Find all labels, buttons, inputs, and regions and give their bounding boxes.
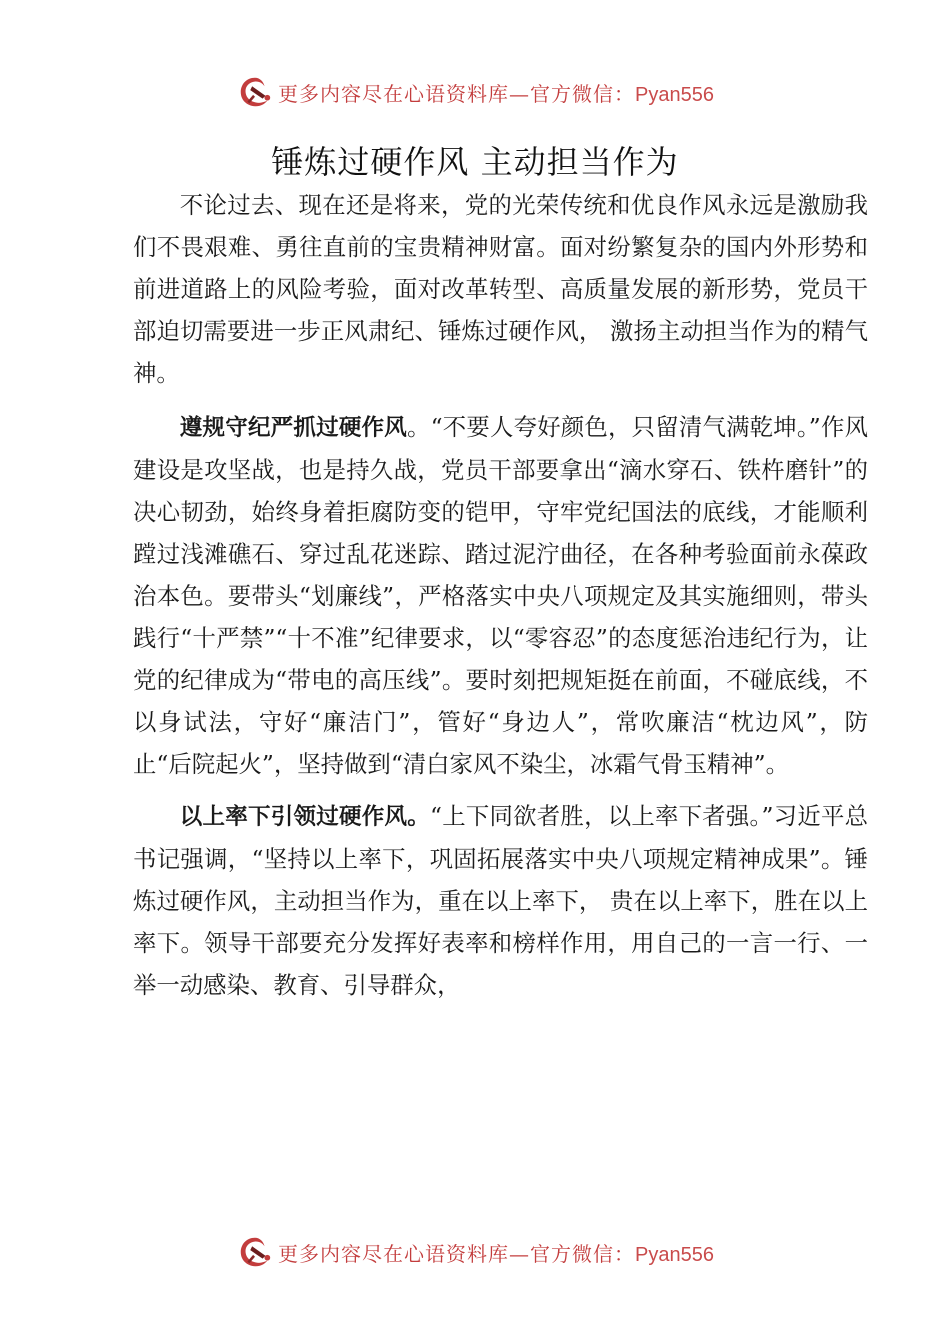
header-banner-label: 更多内容尽在心语资料库—官方微信： <box>278 81 636 106</box>
paragraph-intro-text: 不论过去、现在还是将来，党的光荣传统和优良作风永远是激励我们不畏艰难、勇往直前的宝贵精神财富。面对纷繁复杂的国内外形势和前进道路上的风险考验，面对改革转型、高质量发展的新形势，党员干部迫切需要进一步正风肃纪、锤炼过硬作风， 激扬主动担当作为的精气神。 <box>133 191 868 387</box>
article-title: 锤炼过硬作风 主动担当作为 <box>271 143 679 181</box>
brand-logo-icon <box>236 1233 274 1271</box>
paragraph-leadership-lead: 以上率下引领过硬作风。 <box>179 804 431 830</box>
brand-logo-icon <box>236 73 274 111</box>
header-banner-text <box>278 78 714 107</box>
footer-wechat-id: Pyan556 <box>635 1243 714 1266</box>
footer-banner-text <box>278 1238 714 1267</box>
header-banner <box>0 72 950 112</box>
paragraph-discipline-text: 。“不要人夸好颜色，只留清气满乾坤。”作风建设是攻坚战，也是持久战，党员干部要拿出“滴水穿石、铁杵磨针”的决心韧劲，始终身着拒腐防变的铠甲，守牢党纪国法的底线，才能顺利蹚过浅滩礁石、穿过乱花迷踪、踏过泥泞曲径，在各种考验面前永葆政治本色。要带头“划廉线”，严格落实中央八项规定及其实施细则，带头践行“十严禁”“十不准”纪律要求，以“零容忍”的态度惩治违纪行为，让党的纪律成为“带电的高压线”。要时刻把规矩挺在前面，不碰底线，不以身试法，守好“廉洁门”，管好“身边人”，常吹廉洁“枕边风”，防止“后院起火”，坚持做到“清白家风不染尘，冰霜气骨玉精神”。 <box>133 413 868 778</box>
paragraph-discipline <box>133 406 868 785</box>
paragraph-intro <box>133 184 868 394</box>
paragraph-discipline-lead: 遵规守纪严抓过硬作风 <box>179 415 407 441</box>
paragraph-leadership <box>133 795 868 1006</box>
header-wechat-id: Pyan556 <box>635 83 714 106</box>
footer-banner-label: 更多内容尽在心语资料库—官方微信： <box>278 1241 636 1266</box>
paragraph-leadership-text: “上下同欲者胜，以上率下者强。”习近平总书记强调，“坚持以上率下，巩固拓展落实中央八项规定精神成果”。锤炼过硬作风，主动担当作为，重在以上率下， 贵在以上率下，胜在以上率下。领导干部要充分发挥好表率和榜样作用，用自己的一言一行、一举一动感染、教育、引导群众， <box>133 802 868 999</box>
article-body <box>133 184 868 1016</box>
footer-banner <box>0 1232 950 1272</box>
